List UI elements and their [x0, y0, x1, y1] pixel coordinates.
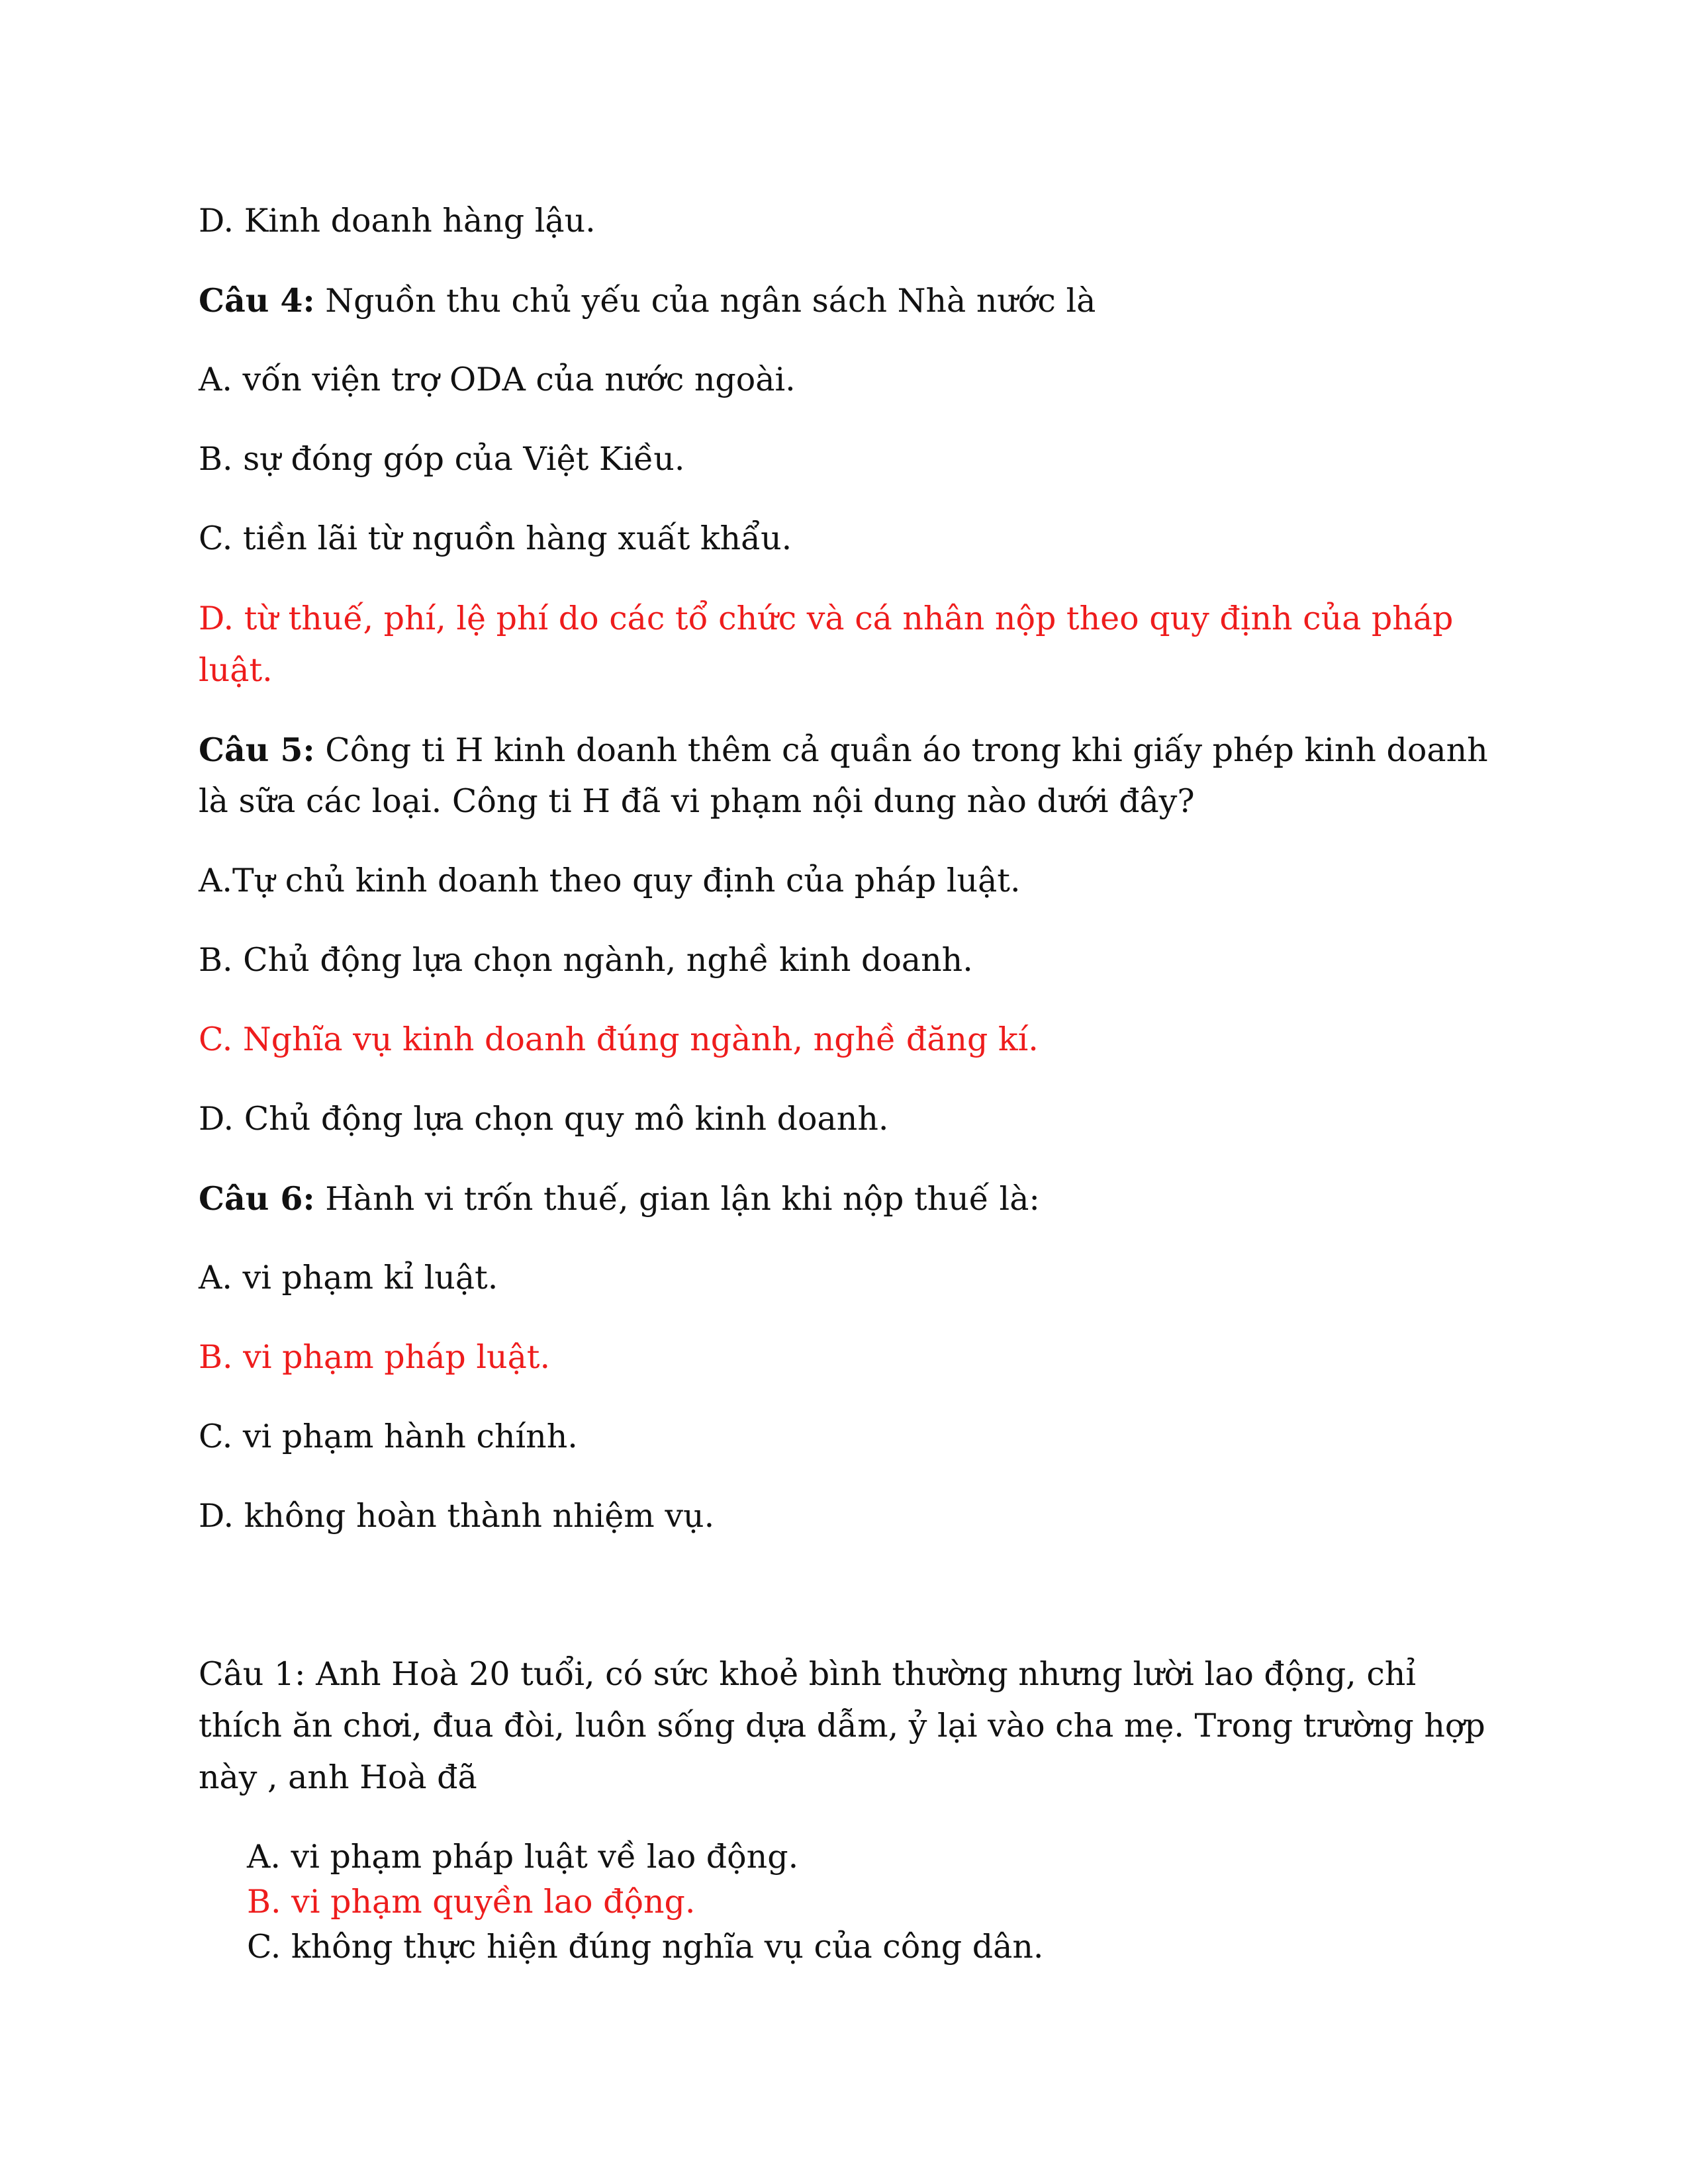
q6-option-c: C. vi phạm hành chính. — [199, 1418, 578, 1455]
question-6-text: Hành vi trốn thuế, gian lận khi nộp thuế là: — [314, 1180, 1040, 1218]
q6-option-d: D. không hoàn thành nhiệm vụ. — [199, 1497, 715, 1535]
q4-option-d-correct-cont: luật. — [199, 651, 273, 689]
q1-option-b-correct: B. vi phạm quyền lao động. — [247, 1883, 696, 1921]
q1-option-a: A. vi phạm pháp luật về lao động. — [247, 1838, 799, 1876]
q5-option-a: A.Tự chủ kinh doanh theo quy định của pháp luật. — [199, 862, 1021, 899]
q5-option-b: B. Chủ động lựa chọn ngành, nghề kinh doanh. — [199, 941, 973, 979]
question-5-text: Công ti H kinh doanh thêm cả quần áo trong khi giấy phép kinh doanh — [314, 731, 1488, 769]
q6-option-a: A. vi phạm kỉ luật. — [199, 1259, 498, 1297]
q5-option-c-correct: C. Nghĩa vụ kinh doanh đúng ngành, nghề đăng kí. — [199, 1021, 1039, 1058]
question-6 — [199, 1173, 1040, 1225]
question-1: Câu 1: Anh Hoà 20 tuổi, có sức khoẻ bình thường nhưng lười lao động, chỉ — [199, 1655, 1417, 1693]
q4-option-a: A. vốn viện trợ ODA của nước ngoài. — [199, 361, 796, 398]
q4-option-b: B. sự đóng góp của Việt Kiều. — [199, 440, 685, 478]
q4-option-d-correct: D. từ thuế, phí, lệ phí do các tổ chức và cá nhân nộp theo quy định của pháp — [199, 600, 1454, 637]
question-5 — [199, 724, 1488, 776]
question-1-cont-2: này , anh Hoà đã — [199, 1758, 477, 1796]
question-6-label: Câu 6: — [199, 1179, 315, 1218]
question-5-cont: là sữa các loại. Công ti H đã vi phạm nội dung nào dưới đây? — [199, 782, 1195, 820]
question-1-cont-1: thích ăn chơi, đua đòi, luôn sống dựa dẫm, ỷ lại vào cha mẹ. Trong trường hợp — [199, 1707, 1485, 1745]
q6-option-b-correct: B. vi phạm pháp luật. — [199, 1338, 551, 1376]
question-4 — [199, 275, 1096, 327]
prev-option-d: D. Kinh doanh hàng lậu. — [199, 202, 596, 240]
q5-option-d: D. Chủ động lựa chọn quy mô kinh doanh. — [199, 1100, 889, 1138]
q1-option-c: C. không thực hiện đúng nghĩa vụ của công dân. — [247, 1928, 1044, 1966]
q4-option-c: C. tiền lãi từ nguồn hàng xuất khẩu. — [199, 520, 792, 557]
question-4-text: Nguồn thu chủ yếu của ngân sách Nhà nước là — [314, 282, 1096, 320]
question-4-label: Câu 4: — [199, 281, 315, 320]
question-5-label: Câu 5: — [199, 731, 315, 769]
